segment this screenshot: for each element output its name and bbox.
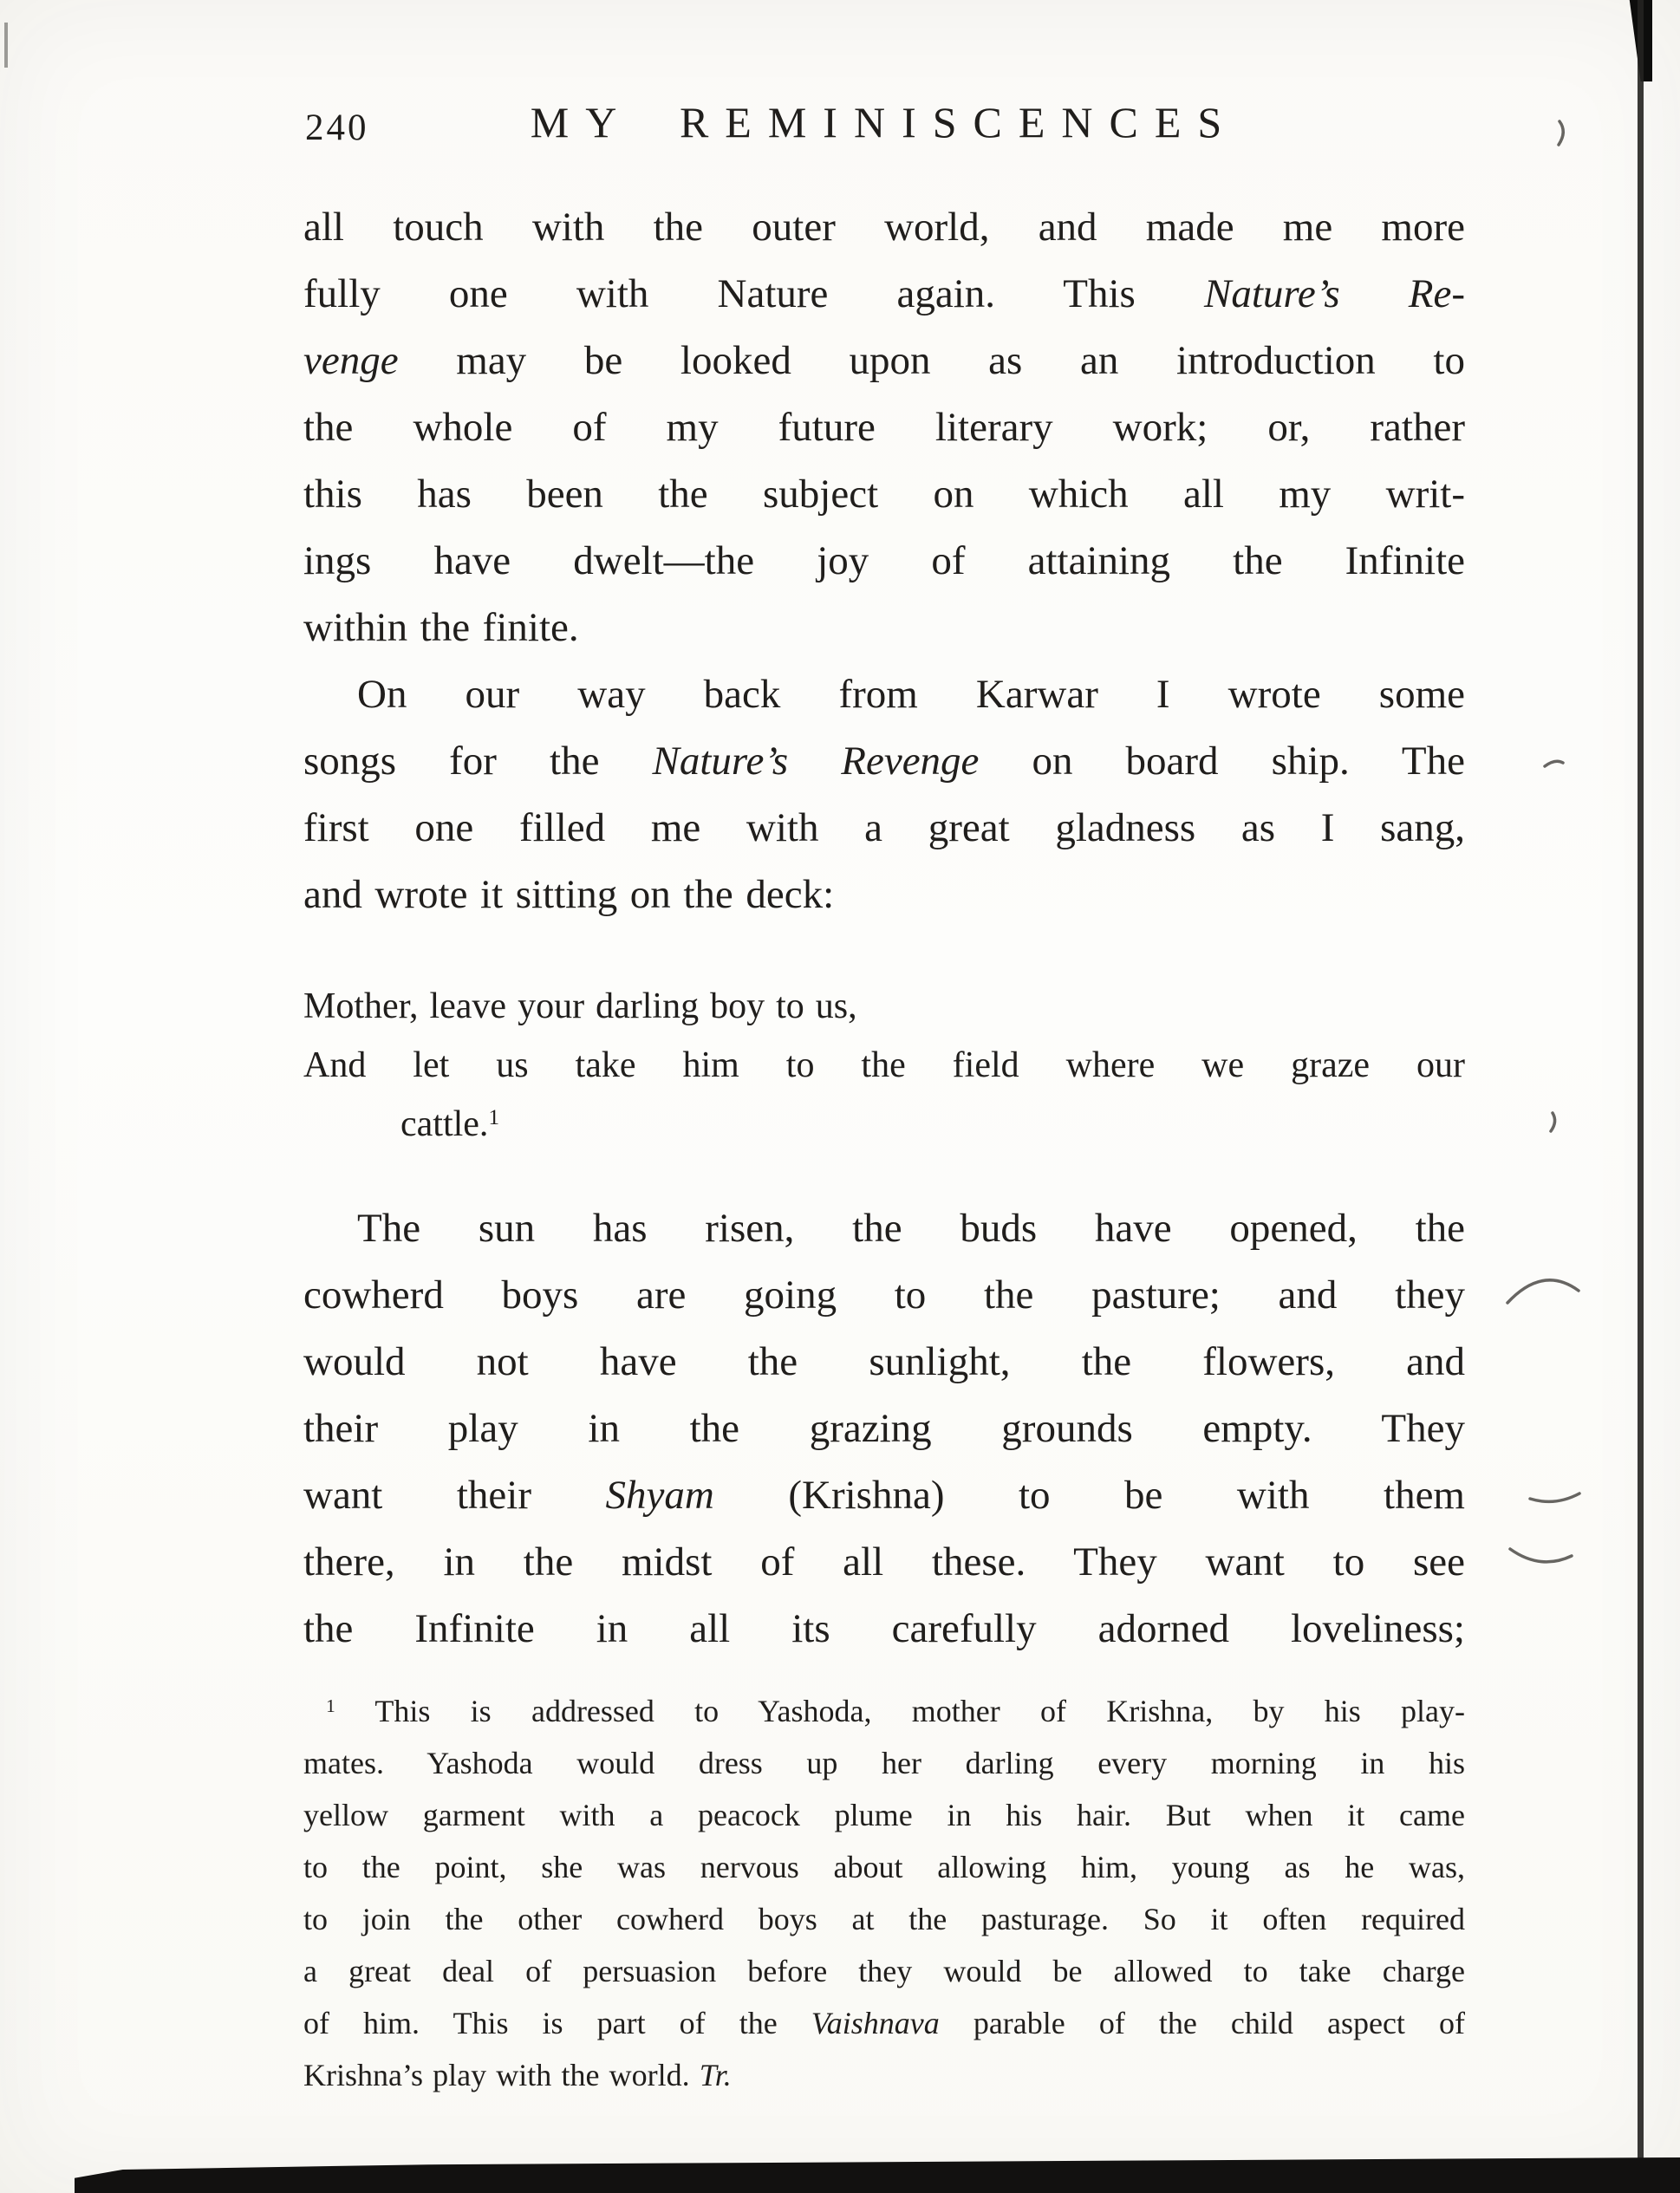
text-segment: parable of the child aspect of	[939, 2006, 1465, 2040]
text-segment: to join the other cowherd boys at the pasturage. So it often required	[303, 1902, 1465, 1936]
text-segment: (Krishna) to be with them	[713, 1473, 1465, 1518]
text-line	[303, 1893, 1465, 1945]
ink-mark-apostrophe	[1551, 1113, 1555, 1131]
scan-edge-bottom	[75, 2157, 1680, 2193]
text-segment: Krishna’s play with the world.	[303, 2058, 700, 2092]
footnote-reference: 1	[488, 1106, 500, 1130]
text-line	[303, 1329, 1465, 1396]
text-segment: all touch with the outer world, and made me more	[303, 205, 1465, 250]
text-segment: this has been the subject on which all my writ-	[303, 472, 1465, 517]
text-line	[303, 394, 1465, 461]
text-line	[303, 1262, 1465, 1329]
text-segment: yellow garment with a peacock plume in his hair. But when it came	[303, 1798, 1465, 1832]
scan-edge-left-mark	[4, 23, 8, 68]
text-segment: first one filled me with a great gladness as I sang,	[303, 805, 1465, 850]
text-segment: fully one with Nature again. This	[303, 271, 1204, 316]
text-line	[303, 661, 1465, 728]
text-line	[303, 328, 1465, 394]
text-line	[303, 1529, 1465, 1596]
text-line	[303, 1095, 1465, 1154]
text-line	[303, 1462, 1465, 1529]
ink-mark-tick-middle	[1545, 761, 1563, 766]
text-line	[303, 795, 1465, 862]
text-segment: On our way back from Karwar I wrote some	[357, 672, 1465, 717]
text-segment: songs for the	[303, 739, 653, 784]
text-line	[303, 1997, 1465, 2049]
ink-mark-dash-curve	[1530, 1493, 1579, 1501]
body-text	[303, 194, 1465, 2101]
page-header	[303, 97, 1465, 147]
ink-mark-comma-top	[1559, 121, 1563, 145]
italic-text: Vaishnava	[811, 2006, 940, 2040]
text-segment: on board ship. The	[979, 739, 1466, 784]
text-segment: ings have dwelt—the joy of attaining the Infinite	[303, 538, 1465, 583]
paragraph-block	[303, 1195, 1465, 1663]
text-segment: of him. This is part of the	[303, 2006, 811, 2040]
ink-mark-hook-curve	[1510, 1549, 1572, 1562]
text-segment: want their	[303, 1473, 606, 1518]
text-line	[303, 1841, 1465, 1893]
italic-text: Nature’s Re-	[1203, 271, 1465, 316]
text-segment: This is addressed to Yashoda, mother of Krishna, by his play-	[335, 1694, 1465, 1728]
italic-text: Tr.	[699, 2058, 732, 2092]
text-line	[303, 1945, 1465, 1997]
text-line	[303, 1685, 1465, 1737]
text-line	[303, 461, 1465, 528]
italic-text: Nature’s Revenge	[652, 739, 980, 784]
text-line	[303, 1789, 1465, 1841]
text-segment: there, in the midst of all these. They want to see	[303, 1539, 1465, 1585]
ink-mark-large-curve	[1507, 1280, 1579, 1303]
text-segment: within the finite.	[303, 605, 579, 650]
verse-block	[303, 977, 1465, 1154]
paragraph-block	[303, 661, 1465, 928]
text-segment: Mother, leave your darling boy to us,	[303, 986, 857, 1026]
text-line	[303, 728, 1465, 795]
text-segment: and wrote it sitting on the deck:	[303, 872, 835, 917]
text-line	[303, 528, 1465, 595]
text-line	[303, 1195, 1465, 1262]
text-line	[303, 595, 1465, 661]
text-segment: to the point, she was nervous about allowing him, young as he was,	[303, 1850, 1465, 1884]
italic-text: venge	[303, 338, 399, 383]
paragraph-block	[303, 194, 1465, 661]
text-segment: cattle.	[400, 1104, 489, 1144]
text-line	[303, 261, 1465, 328]
text-line	[303, 1737, 1465, 1789]
scan-edge-right-line	[1638, 0, 1644, 2193]
text-segment: a great deal of persuasion before they would be allowed to take charge	[303, 1954, 1465, 1988]
page-number: 240	[305, 107, 369, 148]
text-line	[303, 977, 1465, 1036]
italic-text: Shyam	[605, 1473, 714, 1518]
text-segment: the Infinite in all its carefully adorned loveliness;	[303, 1606, 1465, 1651]
footnote-block	[303, 1685, 1465, 2101]
text-line	[303, 862, 1465, 928]
text-line	[303, 1396, 1465, 1462]
text-column	[303, 97, 1465, 2101]
text-segment: may be looked upon as an introduction to	[398, 338, 1465, 383]
text-line	[303, 194, 1465, 261]
page-title: MY REMINISCENCES	[530, 98, 1239, 146]
text-segment: The sun has risen, the buds have opened, the	[357, 1206, 1465, 1251]
text-line	[303, 1596, 1465, 1663]
text-line	[303, 1036, 1465, 1095]
text-segment: would not have the sunlight, the flowers, and	[303, 1339, 1465, 1384]
text-segment: cowherd boys are going to the pasture; and they	[303, 1272, 1465, 1318]
text-segment: the whole of my future literary work; or, rather	[303, 405, 1465, 450]
text-segment: And let us take him to the field where we graze our	[303, 1045, 1465, 1085]
text-segment: mates. Yashoda would dress up her darling every morning in his	[303, 1746, 1465, 1780]
footnote-reference: 1	[326, 1695, 335, 1717]
text-line	[303, 2049, 1465, 2101]
text-segment: their play in the grazing grounds empty. They	[303, 1406, 1465, 1451]
